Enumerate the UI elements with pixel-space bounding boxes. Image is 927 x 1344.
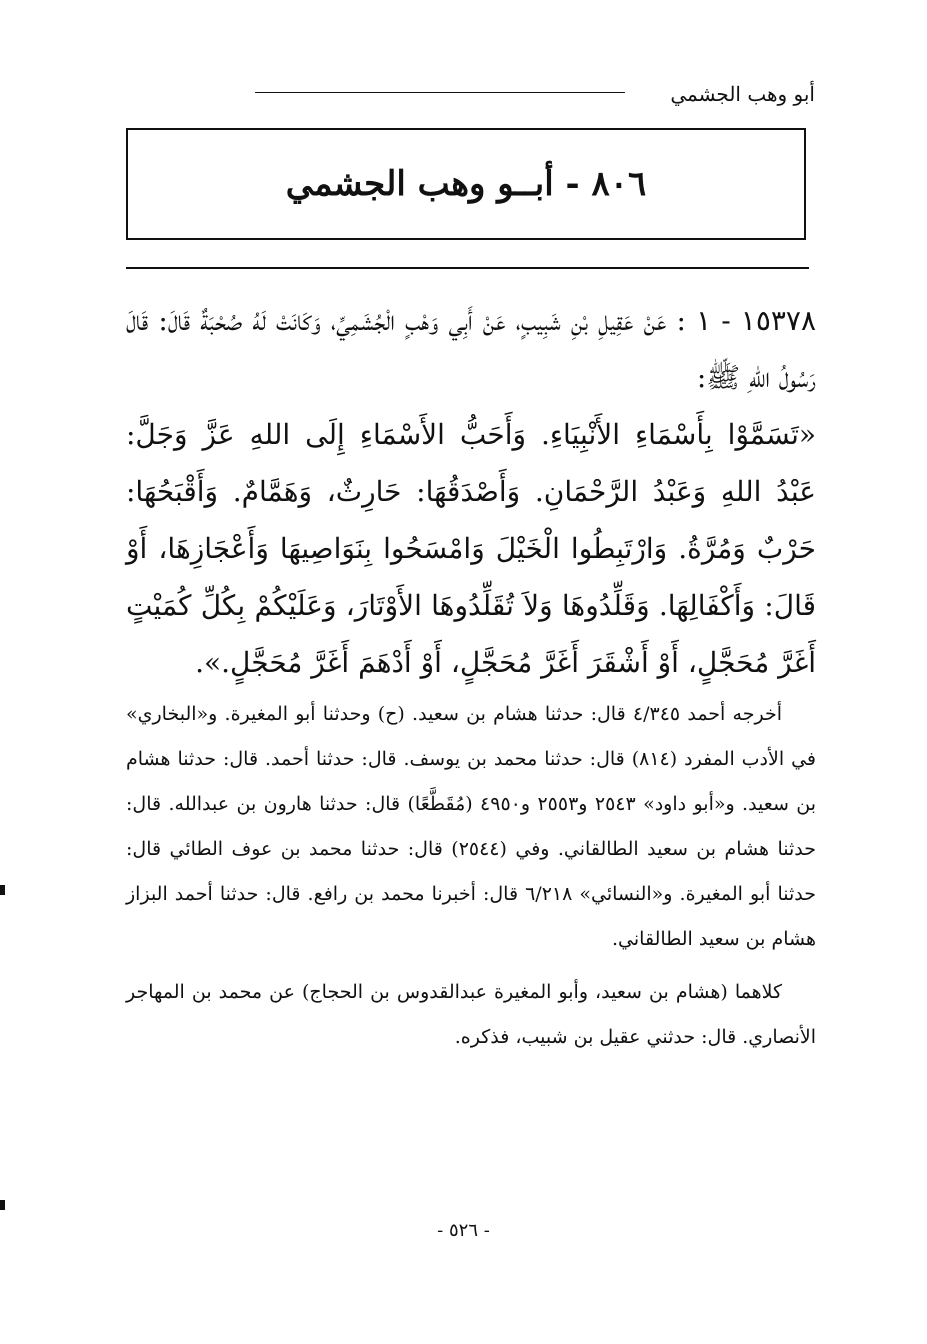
header-rule — [255, 92, 625, 93]
chapter-title-box — [126, 128, 806, 240]
scan-edge-mark — [0, 1200, 5, 1210]
chapter-title: ٨٠٦ - أبــو وهب الجشمي — [285, 164, 647, 204]
title-rule — [126, 267, 809, 269]
page-number: - ٥٢٦ - — [437, 1220, 490, 1241]
running-header — [255, 82, 815, 118]
running-header-title: أبو وهب الجشمي — [670, 82, 815, 106]
takhrij-notes — [126, 692, 816, 1060]
hadith-matn: «تَسَمَّوْا بِأَسْمَاءِ الأَنْبِيَاءِ. وَأَحَبُّ الأَسْمَاءِ إِلَى اللهِ عَزَّ وَجَلَّ: عَبْدُ اللهِ وَعَبْدُ الرَّحْمَانِ. وَأَصْدَقُهَا: حَارِثٌ، وَهَمَّامٌ. وَأَقْبَحُهَا: حَرْبٌ وَمُرَّةُ. وَارْتَبِطُوا الْخَيْلَ وَامْسَحُوا بِنَوَاصِيهَا وَأَعْجَازِهَا، أَوْ قَالَ: وَأَكْفَالِهَا. وَقَلِّدُوهَا وَلاَ تُقَلِّدُوهَا الأَوْتَارَ، وَعَلَيْكُمْ بِكُلِّ كُمَيْتٍ أَغَرَّ مُحَجَّلٍ، أَوْ أَشْقَرَ أَغَرَّ مُحَجَّلٍ، أَوْ أَدْهَمَ أَغَرَّ مُحَجَّلٍ.». — [126, 418, 816, 679]
scan-edge-mark — [0, 885, 5, 895]
takhrij-paragraph-1: أخرجه أحمد ٤/٣٤٥ قال: حدثنا هشام بن سعيد. (ح) وحدثنا أبو المغيرة. و«البخاري» في الأدب المفرد (٨١٤) قال: حدثنا محمد بن يوسف. قال: حدثنا أحمد. قال: حدثنا هشام بن سعيد. و«أبو داود» ٢٥٤٣ و٢٥٥٣ و٤٩٥٠ (مُقَطَّعًا) قال: حدثنا هارون بن عبدالله. قال: حدثنا هشام بن سعيد الطالقاني. وفي (٢٥٤٤) قال: حدثنا محمد بن عوف الطائي قال: حدثنا أبو المغيرة. و«النسائي» ٦/٢١٨ قال: أخبرنا محمد بن رافع. قال: حدثنا أحمد البزاز هشام بن سعيد الطالقاني. — [126, 703, 817, 950]
takhrij-paragraph-2: كلاهما (هشام بن سعيد، وأبو المغيرة عبدالقدوس بن الحجاج) عن محمد بن المهاجر الأنصاري. قال: حدثني عقيل بن شبيب، فذكره. — [126, 981, 816, 1048]
hadith-isnad: ١٥٣٧٨ - ١ : عَنْ عَقِيلِ بْنِ شَبِيبٍ، عَنْ أَبِي وَهْبٍ الْجُشَمِيِّ، وَكَانَتْ لَهُ صُحْبَةٌ قَالَ: قَالَ رَسُولُ اللهِ ﷺ: — [126, 304, 816, 394]
hadith-text — [126, 292, 816, 691]
